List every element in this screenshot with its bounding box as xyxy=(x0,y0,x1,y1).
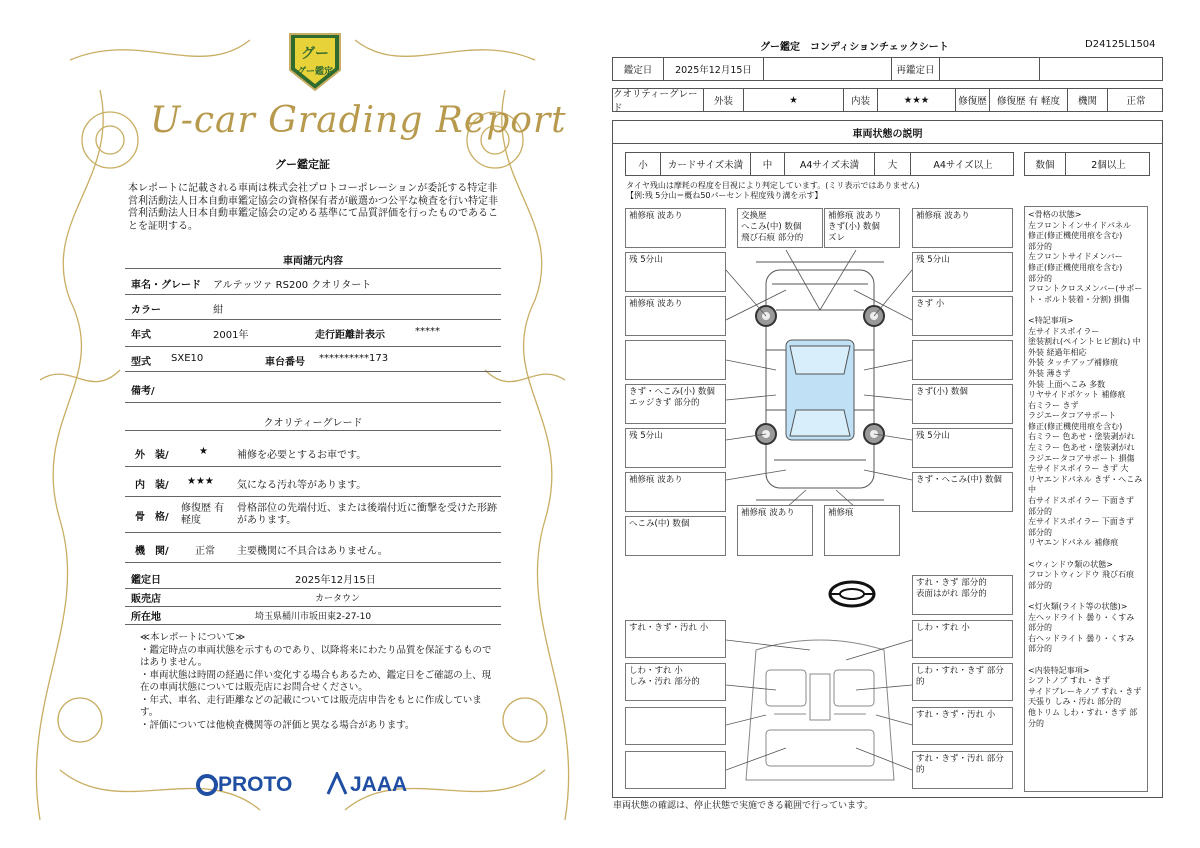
quality-label: クオリティーグレード xyxy=(613,89,698,114)
size-mid: 中 xyxy=(750,153,784,175)
note-box: 補修痕 波あり xyxy=(625,296,726,336)
steering-wheel-icon xyxy=(828,580,876,608)
badge-label: グー鑑定 xyxy=(296,67,333,77)
grade-row-interior xyxy=(125,470,501,497)
date-label: 鑑定日 xyxy=(623,65,653,76)
note-box xyxy=(625,340,726,380)
address-value: 埼玉県桶川市坂田東2-27-10 xyxy=(255,612,372,622)
note-box: 残 5分山 xyxy=(625,428,726,468)
empty-cell xyxy=(1039,58,1164,80)
engine-value: 正常 xyxy=(1107,89,1164,111)
note-box: きず 小 xyxy=(912,296,1013,336)
interior-label: 内装 xyxy=(843,89,877,111)
note-box: しわ・すれ 小 しみ・汚れ 部分的 xyxy=(625,663,726,701)
note-item: ・鑑定時点の車両状態を示すものであり、以降将来にわたり品質を保証するものではありません。 xyxy=(140,644,492,668)
row-year xyxy=(125,322,501,347)
note-box: 補修痕 波あり xyxy=(912,208,1013,248)
certificate-subtitle: グー鑑定証 xyxy=(275,158,330,171)
name-value: アルテッツァ RS200 クオリタート xyxy=(213,280,372,291)
repair-value: 修復歴 有 軽度 xyxy=(989,89,1067,111)
certificate-intro: 本レポートに記載される車両は株式会社プロトコーポレーションが委託する特定非営利活動法人日本自動車鑑定協会の資格保有者が厳選かつ公平な検査を行い特定非営利活動法人日本自動車鑑定協会の定める基準にて品質評価を行ったものであることを証明する。 xyxy=(128,183,498,232)
note-box: すれ・きず・汚れ 部分的 xyxy=(912,751,1013,789)
note-box: 補修痕 波あり きず(小) 数個 ズレ xyxy=(824,208,900,248)
explain-title: 車両状態の説明 xyxy=(612,120,1163,144)
divider xyxy=(125,430,501,431)
grade-value: ★★★ xyxy=(187,476,214,487)
proto-logo-icon xyxy=(196,774,218,796)
row-color xyxy=(125,297,501,320)
note-box: きず・へこみ(中) 数個 xyxy=(912,472,1013,512)
grade-row-engine xyxy=(125,536,501,563)
note-box xyxy=(625,208,726,248)
row-address xyxy=(125,606,501,625)
grade-value: ★ xyxy=(199,446,208,457)
note-box: きず(小) 数個 xyxy=(912,384,1013,424)
grade-row-exterior xyxy=(125,440,501,467)
date-value: 2025年12月15日 xyxy=(663,58,763,80)
grade-value: 正常 xyxy=(195,546,215,557)
engine-label: 機関 xyxy=(1067,89,1107,111)
model-value: SXE10 xyxy=(171,353,204,364)
note-text: 補修痕 波あり xyxy=(629,211,683,221)
size-mid-desc: A4サイズ未満 xyxy=(784,153,874,175)
empty-cell xyxy=(939,58,1039,80)
quality-title: クオリティーグレード xyxy=(263,418,363,429)
note-box: 補修痕 xyxy=(824,505,900,556)
shop-value: カータウン xyxy=(315,594,361,604)
row-name xyxy=(125,272,501,295)
notes-title: ≪本レポートについて≫ xyxy=(140,632,246,643)
spec-title: 車両諸元内容 xyxy=(283,256,343,267)
chassis-value: **********173 xyxy=(319,353,389,364)
size-small-desc: カードサイズ未満 xyxy=(660,153,750,175)
note-box: へこみ(中) 数個 xyxy=(625,516,726,556)
mileage-label: 走行距離計表示 xyxy=(315,330,385,341)
note-box: 残 5分山 xyxy=(912,252,1013,292)
note-box: きず・へこみ(小) 数個 エッジきず 部分的 xyxy=(625,384,726,424)
row-remarks xyxy=(125,374,501,403)
jaaa-logo: JAAA xyxy=(350,773,408,796)
grade-desc: 主要機関に不具合はありません。 xyxy=(237,546,388,557)
date-label: 鑑定日 xyxy=(131,575,161,586)
note-box: しわ・すれ・きず 部分的 xyxy=(912,663,1013,701)
grade-desc: 骨格部位の先端付近、または後端付近に衝撃を受けた形跡があります。 xyxy=(237,503,497,526)
script-title: U-car Grading Report xyxy=(150,100,567,141)
tire-example: 【例:残 5分山＝概ね50パーセント程度残り溝を示す】 xyxy=(626,191,823,200)
special-notes-list: <骨格の状態> 左フロントインサイドパネル 修正(修正機使用痕を含む) 部分的 左フロントサイドメンバー 修正(修正機使用痕を含む) 部分的 フロントクロスメンバー(サポート・ボルト装着・分割) 損傷 <特記事項> 左サイドスポイラー 塗装割れ(ペイントヒビ割れ) 中 外装 経過年相応 外装 タッチアップ補修痕 外装 薄きず 外装 上面へこみ 多数 リヤサイドポケット 補修痕 右ミラー きず ラジエータコアサポート 修正(修正機使用痕を含む) 右ミラー 色あせ・塗装剥がれ 左ミラー 色あせ・塗装剥がれ ラジエータコアサポート 損傷 左サイドスポイラー きず 大 リヤエンドパネル きず・へこみ 中 右サイドスポイラー 下面きず 部分的 左サイドスポイラー 下面きず 部分的 リヤエンドパネル 補修痕 <ウィンドウ類の状態> フロントウィンドウ 飛び石痕 部分的 <灯火類(ライト等の状態)> 左ヘッドライト 曇り・くすみ 部分的 右ヘッドライト 曇り・くすみ 部分的 <内装特記事項> シフトノブ すれ・きず サイドブレーキノブ すれ・きず 天張り しみ・汚れ 部分的 他トリム しわ・すれ・きず 部分的 xyxy=(1024,206,1148,792)
remarks-label: 備考/ xyxy=(131,386,155,397)
interior-value: ★★★ xyxy=(877,89,955,111)
chassis-label: 車台番号 xyxy=(265,357,305,368)
note-box: 補修痕 波あり xyxy=(737,505,813,556)
grade-desc: 気になる汚れ等があります。 xyxy=(237,480,367,491)
grade-label: 内 装/ xyxy=(135,480,169,491)
tire-note: タイヤ残山は摩耗の程度を目視により判定しています。(ミリ表示ではありません) xyxy=(626,181,920,190)
grade-label: 外 装/ xyxy=(135,450,169,461)
color-label: カラー xyxy=(131,305,161,316)
document-id: D24125L1504 xyxy=(1085,39,1156,50)
svg-text:グー: グー xyxy=(301,46,329,62)
grade-label: 機 関/ xyxy=(135,546,169,557)
grade-label: 骨 格/ xyxy=(135,512,169,523)
report-notes xyxy=(140,632,495,732)
goo-badge-icon xyxy=(286,30,344,94)
note-box: 交換歴 へこみ(中) 数個 飛び石痕 部分的 xyxy=(737,208,823,248)
address-label: 所在地 xyxy=(131,612,161,623)
exterior-value: ★ xyxy=(743,89,843,111)
size-large: 大 xyxy=(874,153,910,175)
note-item: ・車両状態は時間の経過に伴い変化する場合もあるため、鑑定日をご確認の上、現在の車両状態については販売店にお問合せください。 xyxy=(140,669,492,693)
exterior-label: 外装 xyxy=(703,89,743,111)
quality-row xyxy=(612,88,1163,112)
divider xyxy=(125,268,501,269)
row-model xyxy=(125,349,501,372)
year-label: 年式 xyxy=(131,330,151,341)
grade-desc: 補修を必要とするお車です。 xyxy=(237,450,367,461)
note-box: すれ・きず 部分的 表面はがれ 部分的 xyxy=(912,575,1013,615)
car-exterior-diagram xyxy=(726,250,914,510)
note-box: 残 5分山 xyxy=(625,252,726,292)
car-interior-diagram xyxy=(726,630,914,790)
shop-label: 販売店 xyxy=(131,594,161,605)
mileage-value: ***** xyxy=(415,326,440,337)
note-box: すれ・きず・汚れ 小 xyxy=(912,707,1013,745)
model-label: 型式 xyxy=(131,357,151,368)
sheet-footer: 車両状態の確認は、停止状態で実施できる範囲で行っています。 xyxy=(613,801,874,811)
count-label: 数個 xyxy=(1035,160,1055,171)
note-box: すれ・きず・汚れ 小 xyxy=(625,620,726,658)
repair-label: 修復歴 xyxy=(955,89,989,111)
size-large-desc: A4サイズ以上 xyxy=(910,153,1015,175)
jaaa-logo-icon xyxy=(326,772,348,796)
note-item: ・評価については他検査機関等の評価と異なる場合があります。 xyxy=(140,719,415,731)
empty-cell xyxy=(763,58,891,80)
size-small: 小 xyxy=(638,160,648,171)
note-box xyxy=(912,340,1013,380)
size-legend xyxy=(625,152,1014,176)
note-box: しわ・すれ 小 xyxy=(912,620,1013,658)
reinspect-label: 再鑑定日 xyxy=(891,58,939,80)
date-value: 2025年12月15日 xyxy=(295,575,376,586)
name-label: 車名・グレード xyxy=(131,280,201,291)
year-value: 2001年 xyxy=(213,330,249,341)
note-box: 補修痕 波あり xyxy=(625,472,726,512)
proto-logo: PROTO xyxy=(218,773,293,796)
count-legend xyxy=(1024,152,1150,176)
row-date xyxy=(125,568,501,589)
note-box xyxy=(625,751,726,789)
note-box xyxy=(625,707,726,745)
row-shop xyxy=(125,588,501,607)
grade-row-frame xyxy=(125,500,501,533)
date-row xyxy=(612,57,1163,81)
count-value: 2個以上 xyxy=(1065,153,1151,175)
grade-value: 修復歴 有 軽度 xyxy=(181,503,225,526)
note-item: ・年式、車名、走行距離などの記載については販売店申告をもとに作成しています。 xyxy=(140,694,482,718)
color-value: 紺 xyxy=(213,305,223,316)
note-box: 残 5分山 xyxy=(912,428,1013,468)
sheet-title: グー鑑定 コンディションチェックシート xyxy=(760,42,949,53)
